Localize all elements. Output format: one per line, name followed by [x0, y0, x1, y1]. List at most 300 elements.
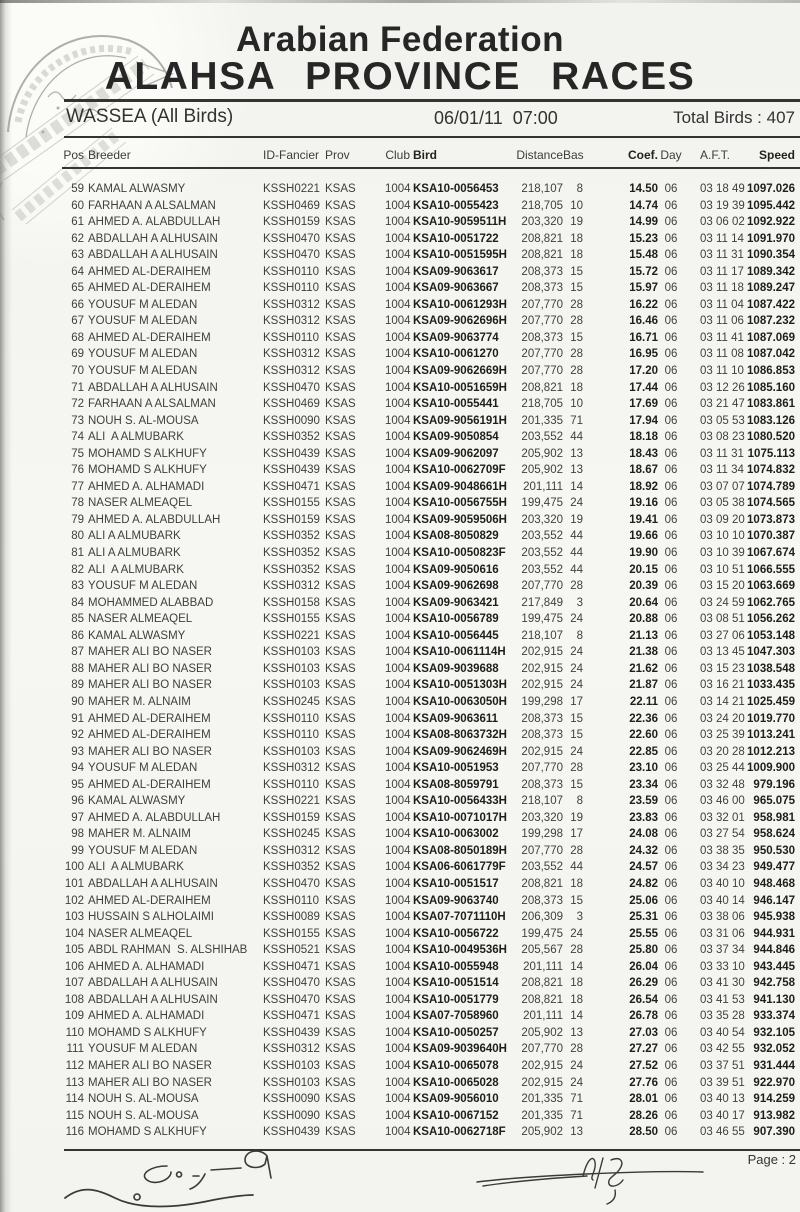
cell-bird: KSA08-8050829 — [413, 530, 499, 543]
cell-breeder: AHMED A. ALABDULLAH — [88, 513, 221, 526]
cell-coef: 27.76 — [629, 1076, 658, 1089]
cell-aft: 03 06 02 — [700, 216, 745, 229]
cell-bas: 44 — [570, 530, 583, 543]
cell-breeder: AHMED AL-DERAIHEM — [88, 282, 211, 295]
cell-distance: 203,552 — [521, 563, 563, 576]
cell-club: 1004 — [385, 613, 411, 626]
cell-distance: 208,373 — [521, 331, 563, 344]
cell-pos: 66 — [71, 298, 84, 311]
cell-speed: 1033.435 — [747, 679, 795, 692]
cell-prov: KSAS — [325, 431, 356, 444]
cell-coef: 28.50 — [629, 1126, 658, 1139]
cell-coef: 27.52 — [629, 1059, 658, 1072]
cell-id-fancier: KSSH0312 — [263, 348, 320, 361]
cell-id-fancier: KSSH0103 — [263, 1059, 320, 1072]
cell-prov: KSAS — [325, 662, 356, 675]
cell-bird: KSA09-9050616 — [413, 563, 499, 576]
cell-coef: 17.94 — [629, 414, 658, 427]
cell-speed: 1075.113 — [747, 447, 795, 460]
cell-distance: 207,770 — [521, 365, 563, 378]
cell-breeder: MOHAMD S ALKHUFY — [88, 447, 207, 460]
cell-speed: 1070.387 — [747, 530, 795, 543]
cell-prov: KSAS — [325, 894, 356, 907]
cell-bas: 28 — [570, 365, 583, 378]
cell-aft: 03 19 39 — [700, 199, 745, 212]
cell-pos: 95 — [71, 778, 84, 791]
cell-prov: KSAS — [325, 1059, 356, 1072]
cell-bird: KSA09-9056191H — [413, 414, 507, 427]
cell-prov: KSAS — [325, 1010, 356, 1023]
cell-bas: 8 — [576, 629, 583, 642]
cell-pos: 60 — [71, 199, 84, 212]
cell-id-fancier: KSSH0470 — [263, 249, 320, 262]
cell-aft: 03 40 17 — [700, 1109, 745, 1122]
cell-speed: 1087.232 — [747, 315, 795, 328]
cell-breeder: NOUH S. AL-MOUSA — [88, 1093, 199, 1106]
cell-prov: KSAS — [325, 497, 356, 510]
cell-pos: 87 — [71, 646, 84, 659]
cell-speed: 933.374 — [753, 1010, 795, 1023]
cell-prov: KSAS — [325, 513, 356, 526]
cell-speed: 958.981 — [753, 811, 795, 824]
cell-bird: KSA10-0065028 — [413, 1076, 499, 1089]
cell-pos: 72 — [71, 398, 84, 411]
cell-speed: 942.758 — [753, 977, 795, 990]
cell-aft: 03 41 53 — [700, 993, 745, 1006]
cell-day: 06 — [664, 1093, 678, 1106]
cell-bird: KSA10-9059511H — [413, 216, 507, 229]
cell-distance: 208,373 — [521, 265, 563, 278]
cell-day: 06 — [664, 1076, 678, 1089]
cell-speed: 1025.459 — [747, 695, 795, 708]
cell-bas: 24 — [570, 497, 583, 510]
cell-breeder: YOUSUF M ALEDAN — [88, 298, 198, 311]
cell-pos: 107 — [64, 977, 84, 990]
cell-bird: KSA10-0051953 — [413, 762, 499, 775]
cell-coef: 22.11 — [629, 695, 658, 708]
cell-breeder: ALI A ALMUBARK — [88, 547, 181, 560]
cell-bird: KSA06-6061779F — [413, 861, 506, 874]
cell-aft: 03 15 23 — [700, 662, 745, 675]
cell-day: 06 — [664, 712, 678, 725]
cell-id-fancier: KSSH0312 — [263, 315, 320, 328]
cell-speed: 944.846 — [753, 944, 795, 957]
cell-distance: 205,902 — [521, 1026, 563, 1039]
cell-bird: KSA08-8050189H — [413, 844, 507, 857]
cell-id-fancier: KSSH0352 — [263, 861, 320, 874]
cell-prov: KSAS — [325, 547, 356, 560]
cell-bird: KSA09-9048661H — [413, 480, 507, 493]
cell-breeder: MAHER M. ALNAIM — [88, 828, 191, 841]
cell-prov: KSAS — [325, 282, 356, 295]
table-row — [0, 214, 800, 231]
cell-prov: KSAS — [325, 348, 356, 361]
cell-club: 1004 — [385, 662, 411, 675]
table-row — [0, 1075, 800, 1092]
cell-pos: 99 — [71, 844, 84, 857]
cell-breeder: MAHER ALI BO NASER — [88, 679, 212, 692]
cell-id-fancier: KSSH0312 — [263, 298, 320, 311]
cell-pos: 73 — [71, 414, 84, 427]
cell-pos: 98 — [71, 828, 84, 841]
page-subtitle: ALAHSA PROVINCE RACES — [104, 55, 696, 98]
table-row — [0, 959, 800, 976]
cell-id-fancier: KSSH0471 — [263, 480, 320, 493]
table-row — [0, 876, 800, 893]
cell-breeder: NASER ALMEAQEL — [88, 927, 193, 940]
cell-pos: 69 — [71, 348, 84, 361]
cell-club: 1004 — [385, 1076, 411, 1089]
cell-coef: 26.29 — [629, 977, 658, 990]
cell-id-fancier: KSSH0470 — [263, 993, 320, 1006]
cell-distance: 208,821 — [521, 877, 563, 890]
cell-id-fancier: KSSH0103 — [263, 1076, 320, 1089]
col-header-breeder: Breeder — [88, 148, 131, 162]
cell-coef: 16.22 — [629, 298, 658, 311]
cell-pos: 65 — [71, 282, 84, 295]
cell-pos: 106 — [64, 960, 84, 973]
cell-distance: 202,915 — [521, 745, 563, 758]
cell-bas: 15 — [570, 778, 583, 791]
cell-bas: 44 — [570, 547, 583, 560]
race-name: WASSEA (All Birds) — [66, 106, 234, 127]
col-header-coef: Coef. — [628, 148, 658, 162]
cell-pos: 93 — [71, 745, 84, 758]
cell-breeder: NASER ALMEAQEL — [88, 613, 193, 626]
cell-breeder: AHMED AL-DERAIHEM — [88, 778, 211, 791]
table-row — [0, 247, 800, 264]
cell-bas: 14 — [570, 1010, 583, 1023]
cell-pos: 89 — [71, 679, 84, 692]
cell-id-fancier: KSSH0110 — [263, 778, 320, 791]
cell-aft: 03 12 26 — [700, 381, 745, 394]
cell-club: 1004 — [385, 1093, 411, 1106]
table-row — [0, 661, 800, 678]
cell-breeder: AHMED AL-DERAIHEM — [88, 712, 211, 725]
cell-coef: 21.62 — [629, 662, 658, 675]
col-header-aft: A.F.T. — [700, 148, 731, 162]
cell-distance: 199,475 — [521, 497, 563, 510]
cell-prov: KSAS — [325, 695, 356, 708]
cell-club: 1004 — [385, 646, 411, 659]
cell-coef: 23.34 — [629, 778, 658, 791]
cell-club: 1004 — [385, 547, 411, 560]
cell-breeder: MOHAMMED ALABBAD — [88, 596, 214, 609]
cell-bas: 28 — [570, 580, 583, 593]
cell-prov: KSAS — [325, 795, 356, 808]
cell-distance: 203,552 — [521, 547, 563, 560]
cell-prov: KSAS — [325, 596, 356, 609]
cell-coef: 24.08 — [629, 828, 658, 841]
table-row — [0, 744, 800, 761]
cell-pos: 111 — [66, 1043, 84, 1056]
cell-aft: 03 11 10 — [700, 365, 744, 378]
cell-pos: 82 — [71, 563, 84, 576]
table-row — [0, 512, 800, 529]
cell-coef: 21.87 — [629, 679, 658, 692]
table-row — [0, 711, 800, 728]
cell-club: 1004 — [385, 414, 411, 427]
cell-aft: 03 11 04 — [700, 298, 744, 311]
table-row — [0, 1058, 800, 1075]
cell-day: 06 — [664, 315, 678, 328]
cell-distance: 218,705 — [521, 398, 563, 411]
cell-speed: 949.477 — [753, 861, 795, 874]
cell-bas: 17 — [570, 695, 583, 708]
cell-day: 06 — [664, 331, 678, 344]
cell-prov: KSAS — [325, 778, 356, 791]
cell-pos: 80 — [71, 530, 84, 543]
cell-club: 1004 — [385, 629, 411, 642]
cell-id-fancier: KSSH0352 — [263, 530, 320, 543]
cell-speed: 944.931 — [753, 927, 795, 940]
cell-pos: 90 — [71, 695, 84, 708]
cell-bird: KSA10-0056755H — [413, 497, 507, 510]
cell-breeder: NASER ALMEAQEL — [88, 497, 193, 510]
table-row — [0, 810, 800, 827]
cell-bas: 44 — [570, 563, 583, 576]
cell-breeder: YOUSUF M ALEDAN — [88, 348, 198, 361]
cell-aft: 03 11 08 — [700, 348, 744, 361]
cell-bird: KSA10-0056722 — [413, 927, 499, 940]
cell-prov: KSAS — [325, 1109, 356, 1122]
col-header-id-fancier: ID-Fancier — [263, 148, 320, 162]
cell-prov: KSAS — [325, 464, 356, 477]
cell-id-fancier: KSSH0471 — [263, 1010, 320, 1023]
cell-breeder: AHMED A. ALHAMADI — [88, 960, 205, 973]
cell-bas: 10 — [570, 199, 583, 212]
cell-day: 06 — [664, 282, 678, 295]
cell-speed: 932.052 — [753, 1043, 795, 1056]
cell-club: 1004 — [385, 580, 411, 593]
cell-distance: 201,111 — [523, 480, 563, 493]
cell-coef: 14.50 — [629, 183, 658, 195]
cell-day: 06 — [664, 513, 678, 526]
table-row — [0, 677, 800, 694]
cell-distance: 203,552 — [521, 431, 563, 444]
cell-pos: 110 — [65, 1026, 84, 1039]
cell-coef: 18.67 — [629, 464, 658, 477]
cell-breeder: MAHER ALI BO NASER — [88, 1059, 212, 1072]
cell-day: 06 — [664, 596, 678, 609]
cell-pos: 101 — [64, 877, 84, 890]
cell-bas: 71 — [570, 1109, 583, 1122]
cell-aft: 03 09 20 — [700, 513, 745, 526]
cell-pos: 79 — [71, 513, 84, 526]
cell-id-fancier: KSSH0245 — [263, 695, 320, 708]
cell-pos: 115 — [65, 1109, 84, 1122]
cell-distance: 208,373 — [521, 778, 563, 791]
cell-speed: 1087.042 — [747, 348, 795, 361]
col-header-distance: Distance — [516, 148, 563, 162]
table-row — [0, 231, 800, 248]
cell-bas: 15 — [570, 894, 583, 907]
cell-day: 06 — [664, 695, 678, 708]
cell-aft: 03 35 28 — [700, 1010, 745, 1023]
cell-prov: KSAS — [325, 183, 356, 195]
cell-coef: 15.23 — [629, 232, 658, 245]
cell-id-fancier: KSSH0521 — [263, 944, 320, 957]
cell-bas: 28 — [570, 1043, 583, 1056]
cell-aft: 03 08 51 — [700, 613, 745, 626]
cell-distance: 202,915 — [521, 662, 563, 675]
cell-prov: KSAS — [325, 381, 356, 394]
cell-prov: KSAS — [325, 232, 356, 245]
cell-distance: 208,373 — [521, 712, 563, 725]
cell-aft: 03 11 31 — [700, 249, 744, 262]
cell-distance: 218,107 — [521, 795, 563, 808]
cell-speed: 1074.565 — [747, 497, 795, 510]
cell-distance: 202,915 — [521, 1076, 563, 1089]
cell-club: 1004 — [385, 811, 411, 824]
cell-pos: 63 — [71, 249, 84, 262]
cell-club: 1004 — [385, 480, 411, 493]
cell-day: 06 — [664, 199, 678, 212]
cell-distance: 199,298 — [521, 828, 563, 841]
cell-breeder: ABDALLAH A ALHUSAIN — [88, 249, 218, 262]
cell-prov: KSAS — [325, 646, 356, 659]
cell-prov: KSAS — [325, 844, 356, 857]
cell-pos: 62 — [71, 232, 84, 245]
col-header-bird: Bird — [413, 148, 437, 162]
cell-club: 1004 — [385, 778, 411, 791]
cell-breeder: AHMED A. ALHAMADI — [88, 1010, 205, 1023]
cell-bas: 18 — [570, 232, 583, 245]
cell-bas: 14 — [570, 960, 583, 973]
cell-distance: 218,107 — [521, 183, 563, 195]
cell-speed: 965.075 — [753, 795, 795, 808]
cell-speed: 1019.770 — [747, 712, 795, 725]
cell-speed: 1083.861 — [747, 398, 795, 411]
cell-pos: 71 — [71, 381, 84, 394]
cell-id-fancier: KSSH0312 — [263, 762, 320, 775]
cell-breeder: YOUSUF M ALEDAN — [88, 365, 198, 378]
cell-prov: KSAS — [325, 563, 356, 576]
cell-bas: 13 — [570, 464, 583, 477]
cell-speed: 1095.442 — [747, 199, 795, 212]
cell-bas: 15 — [570, 729, 583, 742]
cell-speed: 1086.853 — [747, 365, 795, 378]
cell-day: 06 — [664, 216, 678, 229]
cell-coef: 23.10 — [629, 762, 658, 775]
cell-bird: KSA10-0062709F — [413, 464, 506, 477]
cell-bird: KSA07-7071110H — [413, 911, 506, 924]
cell-aft: 03 18 49 — [700, 183, 745, 195]
cell-coef: 27.03 — [629, 1026, 658, 1039]
cell-day: 06 — [664, 861, 678, 874]
cell-prov: KSAS — [325, 315, 356, 328]
cell-bas: 3 — [576, 596, 583, 609]
cell-id-fancier: KSSH0159 — [263, 513, 320, 526]
table-row — [0, 975, 800, 992]
cell-coef: 16.95 — [629, 348, 658, 361]
cell-aft: 03 32 01 — [700, 811, 745, 824]
cell-pos: 78 — [71, 497, 84, 510]
cell-pos: 97 — [71, 811, 84, 824]
cell-prov: KSAS — [325, 398, 356, 411]
cell-club: 1004 — [385, 513, 411, 526]
cell-bird: KSA10-0050257 — [413, 1026, 499, 1039]
cell-bird: KSA10-0051517 — [413, 877, 499, 890]
cell-distance: 201,335 — [521, 1093, 563, 1106]
table-row — [0, 363, 800, 380]
cell-distance: 206,309 — [521, 911, 563, 924]
cell-day: 06 — [664, 414, 678, 427]
cell-aft: 03 46 55 — [700, 1126, 745, 1139]
cell-speed: 913.982 — [753, 1109, 795, 1122]
page-number: Page : 2 — [747, 1152, 796, 1167]
cell-club: 1004 — [385, 894, 411, 907]
table-row — [0, 346, 800, 363]
cell-distance: 199,298 — [521, 695, 563, 708]
cell-aft: 03 27 06 — [700, 629, 745, 642]
cell-id-fancier: KSSH0470 — [263, 232, 320, 245]
cell-day: 06 — [664, 232, 678, 245]
cell-day: 06 — [664, 547, 678, 560]
cell-day: 06 — [664, 679, 678, 692]
cell-distance: 202,915 — [521, 1059, 563, 1072]
cell-aft: 03 24 59 — [700, 596, 745, 609]
cell-pos: 100 — [64, 861, 84, 874]
cell-club: 1004 — [385, 563, 411, 576]
cell-speed: 1047.303 — [747, 646, 795, 659]
cell-bas: 28 — [570, 944, 583, 957]
table-row — [0, 297, 800, 314]
cell-speed: 914.259 — [753, 1093, 795, 1106]
cell-club: 1004 — [385, 199, 411, 212]
cell-speed: 1092.922 — [747, 216, 795, 229]
cell-club: 1004 — [385, 265, 411, 278]
cell-club: 1004 — [385, 944, 411, 957]
cell-distance: 207,770 — [521, 315, 563, 328]
cell-club: 1004 — [385, 762, 411, 775]
cell-prov: KSAS — [325, 877, 356, 890]
cell-bas: 24 — [570, 662, 583, 675]
cell-day: 06 — [664, 811, 678, 824]
cell-prov: KSAS — [325, 580, 356, 593]
cell-day: 06 — [664, 183, 678, 195]
cell-speed: 1080.520 — [747, 431, 795, 444]
cell-distance: 199,475 — [521, 613, 563, 626]
cell-id-fancier: KSSH0103 — [263, 646, 320, 659]
cell-distance: 217,849 — [521, 596, 563, 609]
cell-coef: 26.78 — [629, 1010, 658, 1023]
cell-bas: 13 — [570, 447, 583, 460]
cell-pos: 92 — [71, 729, 84, 742]
cell-club: 1004 — [385, 877, 411, 890]
cell-prov: KSAS — [325, 331, 356, 344]
cell-id-fancier: KSSH0221 — [263, 183, 320, 195]
cell-pos: 68 — [71, 331, 84, 344]
table-row — [0, 595, 800, 612]
cell-bird: KSA09-9062669H — [413, 365, 507, 378]
cell-coef: 26.54 — [629, 993, 658, 1006]
cell-club: 1004 — [385, 977, 411, 990]
cell-bas: 13 — [570, 1126, 583, 1139]
cell-club: 1004 — [385, 1026, 411, 1039]
cell-pos: 76 — [71, 464, 84, 477]
cell-speed: 1063.669 — [747, 580, 795, 593]
col-header-club: Club — [385, 148, 410, 162]
cell-speed: 1062.765 — [747, 596, 795, 609]
cell-bas: 28 — [570, 315, 583, 328]
cell-coef: 14.74 — [629, 199, 658, 212]
cell-prov: KSAS — [325, 977, 356, 990]
cell-aft: 03 37 51 — [700, 1059, 745, 1072]
cell-club: 1004 — [385, 1043, 411, 1056]
cell-breeder: ABDALLAH A ALHUSAIN — [88, 381, 218, 394]
cell-day: 06 — [664, 911, 678, 924]
